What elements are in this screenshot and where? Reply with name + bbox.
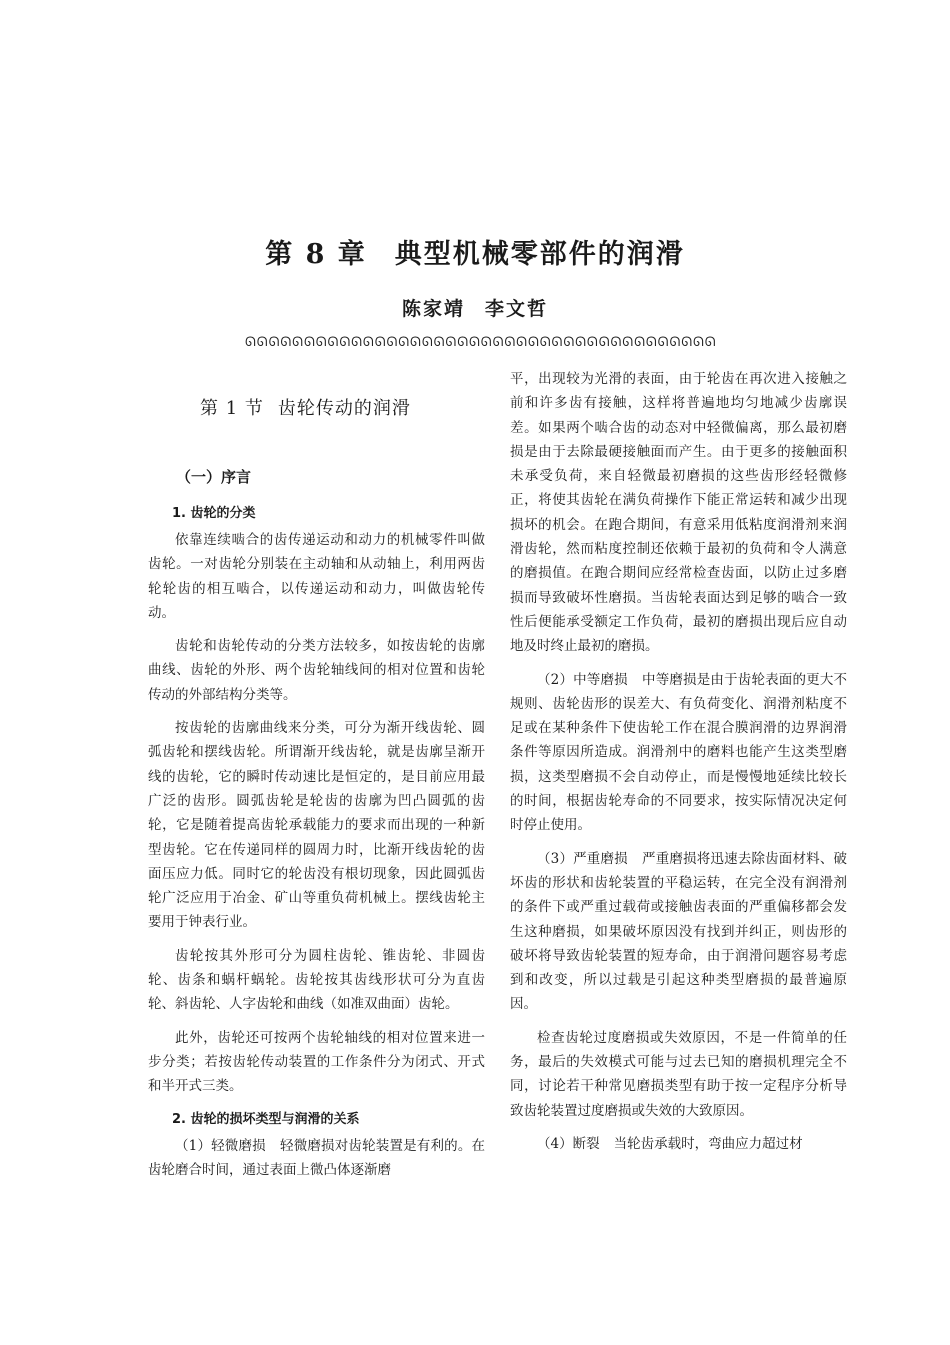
moderate-wear-text: 中等磨损是由于齿轮表面的更大不规则、齿轮齿形的误差大、有负荷变化、润滑剂粘度不足或在某种条件下使齿轮工作在混合膜润滑的边界润滑条件等原因所造成。润滑剂中的磨料也能产生这类型磨损，这类型磨损不会自动停止，而是慢慢地延续比较长的时间，根据齿轮寿命的不同要求，按实际情况决定何时停止使用。 <box>510 671 848 834</box>
left-paragraph-3: 按齿轮的齿廓曲线来分类，可分为渐开线齿轮、圆弧齿轮和摆线齿轮。所谓渐开线齿轮，就是齿廓呈渐开线的齿轮，它的瞬时传动速比是恒定的，是目前应用最广泛的齿形。圆弧齿轮是轮齿的齿廓为凹凸圆弧的齿轮，它是随着提高齿轮承载能力的要求而出现的一种新型齿轮。它在传递同样的圆周力时，比渐开线齿轮的齿面压应力低。同时它的轮齿没有根切现象，因此圆弧齿轮广泛应用于冶金、矿山等重负荷机械上。摆线齿轮主要用于钟表行业。 <box>148 720 485 931</box>
right-paragraph-3 <box>510 847 847 1017</box>
left-paragraph-1: 依靠连续啮合的齿传递运动和动力的机械零件叫做齿轮。一对齿轮分别装在主动轴和从动轴上，利用两齿轮轮齿的相互啮合，以传递运动和动力，叫做齿轮传动。 <box>148 532 485 621</box>
right-paragraph-5 <box>510 1132 847 1156</box>
left-paragraph-4: 齿轮按其外形可分为圆柱齿轮、锥齿轮、非圆齿轮、齿条和蜗杆蜗轮。齿轮按其齿线形状可分为直齿轮、斜齿轮、人字齿轮和曲线（如准双曲面）齿轮。 <box>148 947 485 1013</box>
left-paragraph-2: 齿轮和齿轮传动的分类方法较多，如按齿轮的齿廓曲线、齿轮的外形、两个齿轮轴线间的相对位置和齿轮传动的外部结构分类等。 <box>148 638 485 703</box>
author-2: 李文哲 <box>485 298 549 320</box>
right-paragraph-2 <box>510 668 847 838</box>
section-label: 第 1 节 <box>200 398 264 419</box>
subsection-title: （一）序言 <box>176 468 252 486</box>
light-wear-text: 轻微磨损对齿轮装置是有利的。在齿轮磨合时间，通过表面上微凸体逐渐磨 <box>148 1137 486 1178</box>
authors <box>0 294 950 321</box>
author-1: 陈家靖 <box>401 298 465 320</box>
severe-wear-label: （3）严重磨损 <box>537 850 628 867</box>
section-title <box>200 394 485 464</box>
section-name: 齿轮传动的润滑 <box>277 398 411 419</box>
left-paragraph-6 <box>148 1134 485 1183</box>
fracture-label: （4）断裂 <box>537 1135 600 1152</box>
chapter-label: 第 8 章 <box>265 239 367 270</box>
heading-damage-types: 2. 齿轮的损坏类型与润滑的关系 <box>172 1111 360 1127</box>
heading-gear-classification: 1. 齿轮的分类 <box>172 506 256 521</box>
fracture-text: 当轮齿承载时，弯曲应力超过材 <box>613 1135 803 1152</box>
light-wear-label: （1）轻微磨损 <box>175 1137 266 1154</box>
moderate-wear-label: （2）中等磨损 <box>537 671 628 688</box>
left-paragraph-5: 此外，齿轮还可按两个齿轮轴线的相对位置来进一步分类；若按齿轮传动装置的工作条件分为闭式、开式和半开式三类。 <box>148 1029 485 1095</box>
chapter-title <box>0 232 950 271</box>
right-paragraph-4: 检查齿轮过度磨损或失效原因，不是一件简单的任务，最后的失效模式可能与过去已知的磨损机理完全不同，讨论若干种常见磨损类型有助于按一定程序分析导致齿轮装置过度磨损或失效的大致原因。 <box>510 1029 847 1119</box>
right-column <box>510 367 847 1165</box>
ornament-divider: ᘏ︎ᘏ︎ᘏ︎ᘏ︎ᘏ︎ᘏ︎ᘏ︎ᘏ︎ᘏ︎ᘏ︎ᘏ︎ᘏ︎ᘏ︎ᘏ︎ᘏ︎ᘏ︎ᘏ︎ᘏ︎ᘏ︎ᘏ︎ᘏ︎ᘏ︎ᘏ︎ᘏ︎ᘏ︎ᘏ︎ᘏ︎ᘏ︎ᘏ︎ᘏ︎ᘏ︎ᘏ︎ᘏ︎ᘏ︎ᘏ︎ᘏ︎ᘏ︎ᘏ︎ᘏ︎ᘏ︎ <box>245 336 717 350</box>
left-column <box>148 394 485 1191</box>
chapter-name: 典型机械零部件的润滑 <box>394 239 685 270</box>
severe-wear-text: 严重磨损将迅速去除齿面材料、破坏齿的形状和齿轮装置的平稳运转，在完全没有润滑剂的条件下或严重过载荷或接触齿表面的严重偏移都会发生这种磨损，如果破坏原因没有找到并纠正，则齿形的破坏将导致齿轮装置的短寿命，由于润滑问题容易考虑到和改变，所以过载是引起这种类型磨损的最普遍原因。 <box>510 850 848 1013</box>
right-paragraph-1: 平，出现较为光滑的表面，由于轮齿在再次进入接触之前和许多齿有接触，这样将普遍地均匀地减少齿廓误差。如果两个啮合齿的动态对中轻微偏离，那么最初磨损是由于去除最硬接触面而产生。由于更多的接触面积未承受负荷，来自轻微最初磨损的这些齿形经轻微修正，将使其齿轮在满负荷操作下能正常运转和减少出现损坏的机会。在跑合期间，有意采用低粘度润滑剂来润滑齿轮，然而粘度控制还依赖于最初的负荷和令人满意的磨损值。在跑合期间应经常检查齿面，以防止过多磨损而导致破坏性磨损。当齿轮表面达到足够的啮合一致性后便能承受额定工作负荷，最初的磨损出现后应自动地及时终止最初的磨损。 <box>510 371 847 655</box>
